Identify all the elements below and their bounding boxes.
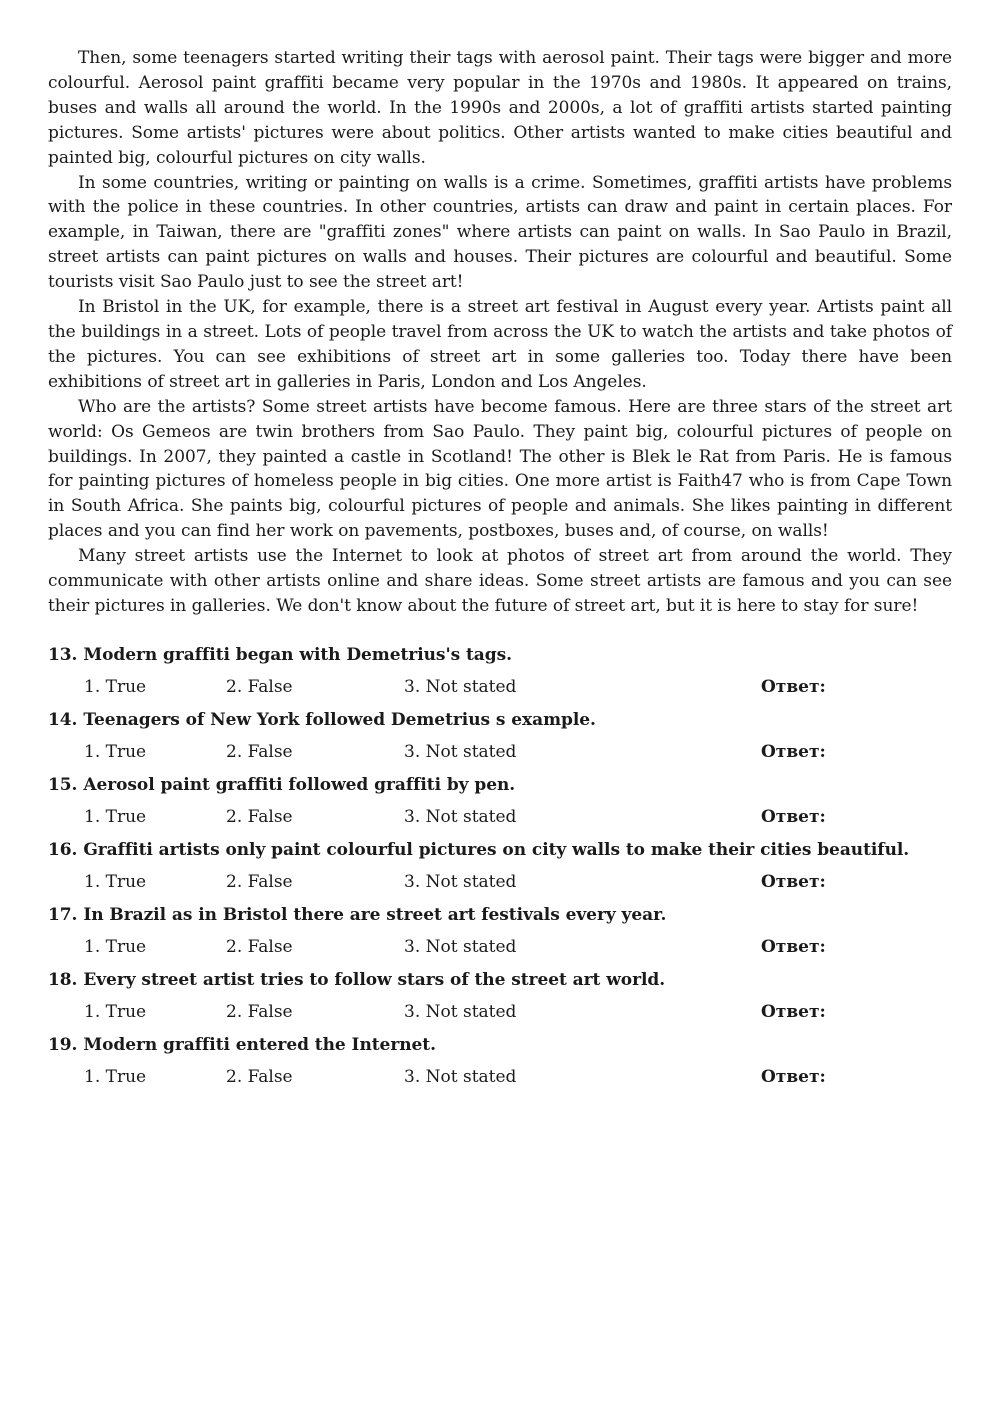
question-list: [48, 645, 952, 1100]
answer-field[interactable]: [838, 1000, 948, 1024]
question-17: [48, 905, 952, 970]
option-false[interactable]: 2. False: [226, 806, 293, 827]
option-not-stated[interactable]: 3. Not stated: [404, 1066, 517, 1087]
option-not-stated[interactable]: 3. Not stated: [404, 1001, 517, 1022]
option-not-stated[interactable]: 3. Not stated: [404, 741, 517, 762]
question-number: 19.: [48, 1034, 78, 1055]
option-false[interactable]: 2. False: [226, 1001, 293, 1022]
worksheet-page: [48, 46, 952, 1100]
question-number: 16.: [48, 839, 78, 860]
answer-field[interactable]: [838, 805, 948, 829]
question-number: 13.: [48, 644, 78, 665]
question-text: [48, 775, 515, 795]
answer-field[interactable]: [838, 935, 948, 959]
answer-label: Ответ:: [761, 676, 826, 697]
answer-label: Ответ:: [761, 1001, 826, 1022]
question-number: 15.: [48, 774, 78, 795]
option-true[interactable]: 1. True: [84, 1001, 147, 1022]
question-text: [48, 905, 666, 925]
question-text: [48, 970, 665, 990]
answer-label: Ответ:: [761, 806, 826, 827]
option-false[interactable]: 2. False: [226, 741, 293, 762]
question-number: 18.: [48, 969, 78, 990]
option-false[interactable]: 2. False: [226, 676, 293, 697]
question-19: [48, 1035, 952, 1100]
answer-field[interactable]: [838, 740, 948, 764]
answer-label: Ответ:: [761, 741, 826, 762]
answer-label: Ответ:: [761, 1066, 826, 1087]
answer-label: Ответ:: [761, 936, 826, 957]
question-text: [48, 710, 596, 730]
question-statement: Aerosol paint graffiti followed graffiti by pen.: [83, 774, 516, 795]
option-not-stated[interactable]: 3. Not stated: [404, 936, 517, 957]
option-not-stated[interactable]: 3. Not stated: [404, 806, 517, 827]
paragraph: In some countries, writing or painting on walls is a crime. Sometimes, graffiti artists have problems with the police in these countries. In other countries, artists can draw and paint in certain places. For example, in Taiwan, there are "graffiti zones" where artists can paint on walls. In Sao Paulo in Brazil, street artists can paint pictures on walls and houses. Their pictures are colourful and beautiful. Some tourists visit Sao Paulo just to see the street art!: [48, 172, 952, 293]
option-true[interactable]: 1. True: [84, 806, 147, 827]
question-statement: Modern graffiti entered the Internet.: [83, 1034, 436, 1055]
reading-text: [48, 46, 952, 619]
paragraph: Many street artists use the Internet to look at photos of street art from around the world. They communicate with other artists online and share ideas. Some street artists are famous and you can see their pictures in galleries. We don't know about the future of street art, but it is here to stay for sure!: [48, 546, 952, 616]
paragraph: Then, some teenagers started writing their tags with aerosol paint. Their tags were bigger and more colourful. Aerosol paint graffiti became very popular in the 1970s and 1980s. It appeared on trains, buses and walls all around the world. In the 1990s and 2000s, a lot of graffiti artists started painting pictures. Some artists' pictures were about politics. Other artists wanted to make cities beautiful and painted big, colourful pictures on city walls.: [48, 48, 952, 168]
question-15: [48, 775, 952, 840]
answer-field[interactable]: [838, 675, 948, 699]
option-true[interactable]: 1. True: [84, 741, 147, 762]
question-number: 17.: [48, 904, 78, 925]
option-true[interactable]: 1. True: [84, 1066, 147, 1087]
question-statement: Every street artist tries to follow stars of the street art world.: [83, 969, 666, 990]
question-16: [48, 840, 952, 905]
question-14: [48, 710, 952, 775]
question-18: [48, 970, 952, 1035]
option-false[interactable]: 2. False: [226, 871, 293, 892]
option-not-stated[interactable]: 3. Not stated: [404, 676, 517, 697]
answer-field[interactable]: [838, 1065, 948, 1089]
question-statement: Modern graffiti began with Demetrius's tags.: [83, 644, 512, 665]
question-statement: Graffiti artists only paint colourful pictures on city walls to make their cities beautiful.: [83, 839, 910, 860]
question-text: [48, 840, 909, 860]
option-true[interactable]: 1. True: [84, 676, 147, 697]
question-statement: In Brazil as in Bristol there are street art festivals every year.: [83, 904, 667, 925]
question-number: 14.: [48, 709, 78, 730]
answer-field[interactable]: [838, 870, 948, 894]
option-true[interactable]: 1. True: [84, 936, 147, 957]
option-true[interactable]: 1. True: [84, 871, 147, 892]
option-false[interactable]: 2. False: [226, 936, 293, 957]
question-text: [48, 1035, 436, 1055]
paragraph: In Bristol in the UK, for example, there is a street art festival in August every year. Artists paint all the buildings in a street. Lots of people travel from across the UK to watch the artists and take photos of the pictures. You can see exhibitions of street art in some galleries too. Today there have been exhibitions of street art in galleries in Paris, London and Los Angeles.: [48, 297, 952, 392]
question-text: [48, 645, 512, 665]
answer-label: Ответ:: [761, 871, 826, 892]
question-13: [48, 645, 952, 710]
question-statement: Teenagers of New York followed Demetrius s example.: [83, 709, 596, 730]
option-false[interactable]: 2. False: [226, 1066, 293, 1087]
option-not-stated[interactable]: 3. Not stated: [404, 871, 517, 892]
paragraph: Who are the artists? Some street artists have become famous. Here are three stars of the street art world: Os Gemeos are twin brothers from Sao Paulo. They paint big, colourful pictures of people on buildings. In 2007, they painted a castle in Scotland! The other is Blek le Rat from Paris. He is famous for painting pictures of homeless people in big cities. One more artist is Faith47 who is from Cape Town in South Africa. She paints big, colourful pictures of people and animals. She likes painting in different places and you can find her work on pavements, postboxes, buses and, of course, on walls!: [48, 396, 952, 542]
